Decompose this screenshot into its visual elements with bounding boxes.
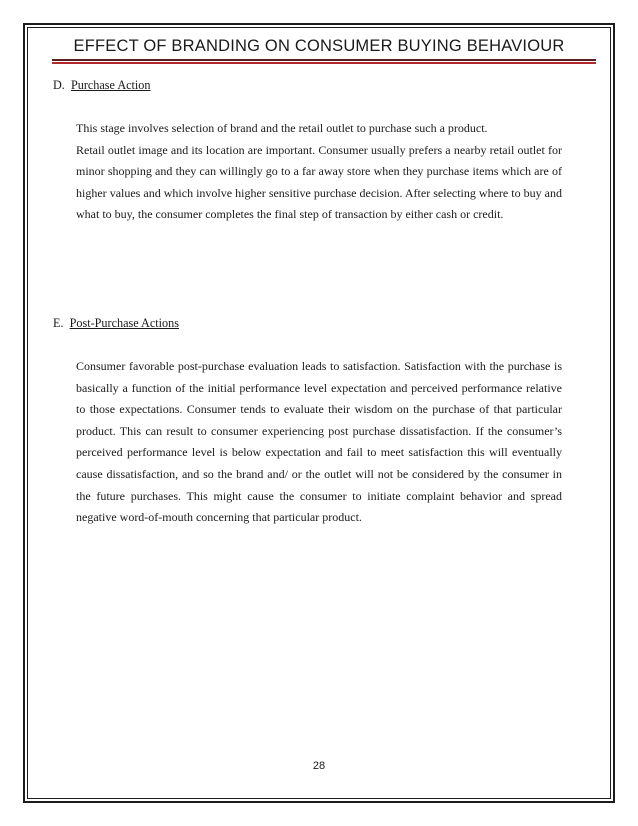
section-d-paragraph-2: Retail outlet image and its location are important. Consumer usually prefers a nearby retail outlet for minor shopping and they can willingly go to a far away store when they purchase items which are of higher values and which involve higher sensitive purchase decision. After selecting where to buy and what to buy, the consumer completes the final step of transaction by either cash or credit. <box>76 142 562 222</box>
section-d-letter: D. <box>53 78 65 92</box>
header-rule-dark <box>52 59 596 61</box>
section-e-paragraph-1: Consumer favorable post-purchase evaluation leads to satisfaction. Satisfaction with the purchase is basically a function of the initial performance level expectation and perceived performance relative to those expectations. Consumer tends to evaluate their wisdom on the purchase of that particular product. This can result to consumer experiencing post purchase dissatisfaction. If the consumer’s perceived performance level is below expectation and fail to meet satisfaction this will eventually cause dissatisfaction, and so the brand and/ or the outlet will not be considered by the consumer in the future purchases. This might cause the consumer to initiate complaint behavior and spread negative word-of-mouth concerning that particular product. <box>76 359 562 525</box>
section-d-heading <box>53 78 151 93</box>
section-e-title: Post-Purchase Actions <box>69 316 179 330</box>
section-d-paragraph-1: This stage involves selection of brand and the retail outlet to purchase such a product. <box>76 121 488 135</box>
page-number: 28 <box>312 760 326 772</box>
section-e-heading <box>53 316 179 331</box>
section-d-body <box>76 118 562 226</box>
header-rule-red <box>52 62 596 64</box>
section-d-title: Purchase Action <box>70 78 151 92</box>
running-header: EFFECT OF BRANDING ON CONSUMER BUYING BEHAVIOUR <box>73 37 565 55</box>
section-e-body <box>76 356 562 529</box>
section-e-letter: E. <box>53 316 64 330</box>
